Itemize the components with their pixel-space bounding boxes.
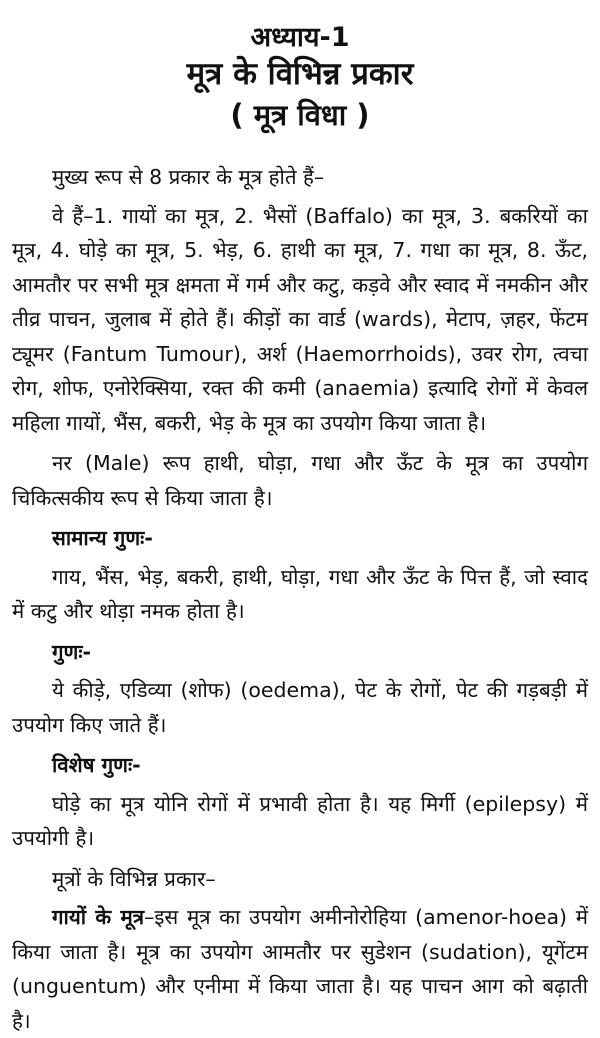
chapter-subtitle: ( मूत्र विधा ) [230, 97, 370, 132]
male-use-paragraph: नर (Male) रूप हाथी, घोड़ा, गधा और ऊँट के मूत्र का उपयोग चिकित्सकीय रूप से किया जाता है। [12, 451, 588, 510]
cow-urine-paragraph [12, 900, 588, 1038]
types-list-paragraph: वे हैं–1. गायों का मूत्र, 2. भैसों (Baffalo) का मूत्र, 3. बकरियों का मूत्र, 4. घोड़े का मूत्र, 5. भेड़, 6. हाथी का मूत्र, 7. गधा का मूत्र, 8. ऊँट, आमतौर पर सभी मूत्र क्षमता में गर्म और कटु, कड़वे और स्वाद में नमकीन और तीव्र पाचन, जुलाब में होते हैं। कीड़ों का वार्ड (wards), मेटाप, ज़हर, फेंटम ट्यूमर (Fantum Tumour), अर्श (Haemorrhoids), उवर रोग, त्वचा रोग, शोफ, एनोरेक्सिया, रक्त की कमी (anaemia) इत्यादि रोगों में केवल महिला गायों, भैंस, बकरी, भेड़ के मूत्र का उपयोग किया जाता है। [12, 203, 588, 435]
qualities-paragraph: ये कीड़े, एडिव्या (शोफ) (oedema), पेट के रोगों, पेट की गड़बड़ी में उपयोग किए जाते हैं। [12, 678, 588, 737]
qualities-heading: गुणः- [52, 639, 92, 664]
chapter-body [12, 160, 588, 1038]
chapter-number: अध्याय-1 [250, 22, 350, 53]
special-qualities-paragraph: घोड़े का मूत्र योनि रोगों में प्रभावी होता है। यह मिर्गी (epilepsy) में उपयोगी है। [12, 791, 588, 851]
cow-urine-text: –इस मूत्र का उपयोग अमीनोरोहिया (amenor-hoea) में किया जाता है। मूत्र का उपयोग आमतौर पर सुडेशन (sudation), यूगेंटम (unguentum) और एनीमा में किया जाता है। यह पाचन आग को बढ़ाती है। [12, 905, 588, 1033]
cow-urine-lead: गायों के मूत्र [52, 905, 145, 930]
general-qualities-heading: सामान्य गुणः- [52, 526, 153, 551]
urine-types-heading: मूत्रों के विभिन्न प्रकार– [52, 866, 216, 891]
chapter-title: मूत्र के विभिन्न प्रकार [186, 56, 414, 93]
special-qualities-heading: विशेष गुणः- [52, 753, 141, 778]
general-qualities-paragraph: गाय, भैंस, भेड़, बकरी, हाथी, घोड़ा, गधा और ऊँट के पित्त हैं, जो स्वाद में कटु और थोड़ा नमक होता है। [12, 564, 588, 624]
intro-paragraph: मुख्य रूप से 8 प्रकार के मूत्र होते हैं– [52, 165, 325, 190]
